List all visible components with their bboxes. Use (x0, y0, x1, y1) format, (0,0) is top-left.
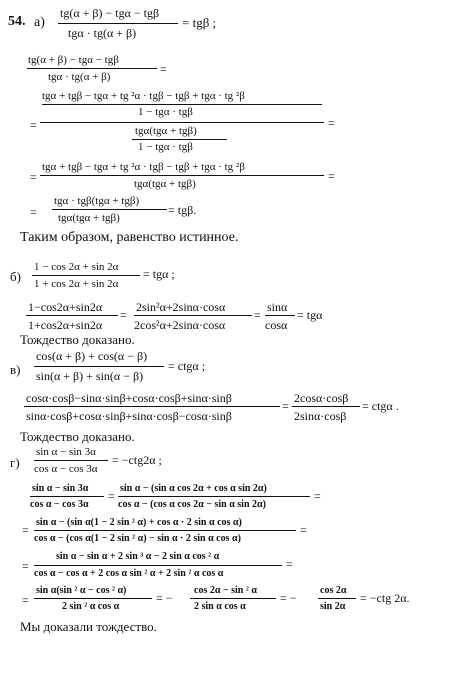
fraction-bar (32, 275, 140, 276)
part-a-s4-numerator: tgα · tgβ(tgα + tgβ) (54, 195, 140, 207)
fraction-bar (24, 406, 280, 407)
part-a-s3-numerator: tgα + tgβ − tgα + tg ²α · tgβ − tgβ + tgα · tg ²β (42, 161, 245, 173)
part-a-stmt-rhs: = tgβ ; (182, 15, 217, 30)
part-g-s3-eq1: = (22, 559, 29, 573)
part-b-s1-denominator2: 2cos²α+2sinα·cosα (134, 318, 226, 332)
part-g-s4-eq3: = − (280, 591, 297, 605)
fraction-bar (34, 460, 108, 461)
part-b-label: б) (10, 269, 21, 284)
fraction-bar (190, 598, 276, 599)
part-a-s2-top: tgα + tgβ − tgα + tg ²α · tgβ − tgβ + tgα · tg ²β (42, 90, 245, 102)
part-g-s1-numerator2: sin α − (sin α cos 2α + cos α sin 2α) (120, 483, 267, 494)
fraction-bar (265, 315, 295, 316)
part-a-conclusion: Таким образом, равенство истинное. (20, 230, 239, 245)
fraction-bar (58, 23, 178, 24)
part-g-s4-eq1: = (22, 593, 29, 607)
fraction-bar (132, 139, 227, 140)
part-g-s2-eq2: = (300, 523, 307, 537)
part-a-s2-eq1: = (30, 118, 37, 132)
part-a-s2-bottom-denominator: 1 − tgα · tgβ (138, 141, 193, 153)
part-g-s4-denominator3: sin 2α (320, 601, 346, 612)
part-g-s2-eq1: = (22, 523, 29, 537)
fraction-bar (34, 366, 164, 367)
part-b-conclusion: Тождество доказано. (20, 332, 135, 347)
part-a-stmt-numerator: tg(α + β) − tgα − tgβ (60, 6, 160, 20)
part-b-s1-denominator3: cosα (265, 318, 288, 332)
part-g-s4-numerator3: cos 2α (320, 585, 347, 596)
part-g-s2-numerator: sin α − (sin α(1 − 2 sin ² α) + cos α · 2 sin α cos α) (36, 517, 242, 528)
part-b-stmt-numerator: 1 − cos 2α + sin 2α (34, 261, 119, 273)
part-g-s1-eq: = (108, 489, 115, 503)
part-g-s4-eq2: = − (156, 591, 173, 605)
fraction-bar (26, 315, 118, 316)
part-g-s4-rhs: = −ctg 2α. (360, 591, 410, 605)
part-b-stmt-rhs: = tgα ; (143, 267, 175, 281)
part-g-conclusion: Мы доказали тождество. (20, 619, 157, 634)
fraction-bar (118, 496, 310, 497)
fraction-bar (40, 175, 324, 176)
part-v-s1-rhs: = ctgα . (362, 399, 399, 413)
part-g-stmt-rhs: = −ctg2α ; (112, 453, 162, 467)
fraction-bar (34, 565, 282, 566)
problem-number: 54. (8, 14, 26, 29)
part-v-stmt-rhs: = ctgα ; (168, 359, 206, 373)
part-a-s4-rhs: = tgβ. (168, 203, 197, 217)
part-a-s1-eq: = (160, 62, 167, 76)
part-v-stmt-denominator: sin(α + β) + sin(α − β) (36, 369, 144, 383)
main-fraction-bar (40, 122, 324, 123)
part-b-s1-denominator: 1+cos2α+sin2α (28, 318, 103, 332)
part-v-label: в) (10, 362, 21, 377)
part-b-s1-eq2: = (254, 308, 261, 322)
part-b-s1-eq1: = (120, 308, 127, 322)
fraction-bar (134, 315, 252, 316)
part-v-s1-denominator: sinα·cosβ+cosα·sinβ+sinα·cosβ−cosα·sinβ (26, 409, 232, 423)
part-v-s1-denominator2: 2sinα·cosβ (294, 409, 347, 423)
part-a-s2-top-denominator: 1 − tgα · tgβ (138, 106, 193, 118)
part-a-s4-denominator: tgα(tgα + tgβ) (58, 212, 120, 224)
fraction-bar (34, 598, 152, 599)
part-g-s3-numerator: sin α − sin α + 2 sin ³ α − 2 sin α cos ² α (56, 551, 220, 562)
fraction-bar (34, 530, 296, 531)
part-g-s1-denominator2: cos α − (cos α cos 2α − sin α sin 2α) (118, 499, 266, 510)
part-a-stmt-denominator: tgα · tg(α + β) (68, 26, 137, 40)
part-a-s3-eq1: = (30, 170, 37, 184)
fraction-bar (42, 104, 322, 105)
part-g-s4-numerator: sin α(sin ² α − cos ² α) (36, 585, 127, 596)
fraction-bar (318, 598, 356, 599)
part-a-s1-denominator: tgα · tg(α + β) (48, 71, 111, 83)
part-v-stmt-numerator: cos(α + β) + cos(α − β) (36, 349, 148, 363)
part-g-s1-numerator: sin α − sin 3α (32, 483, 89, 494)
part-g-s3-denominator: cos α − cos α + 2 cos α sin ² α + 2 sin ² α cos α (34, 568, 224, 579)
fraction-bar (52, 209, 167, 210)
part-v-conclusion: Тождество доказано. (20, 429, 135, 444)
part-a-s1-numerator: tg(α + β) − tgα − tgβ (28, 54, 119, 66)
part-b-s1-numerator3: sinα (267, 300, 288, 314)
part-b-stmt-denominator: 1 + cos 2α + sin 2α (34, 278, 119, 290)
part-g-s2-denominator: cos α − (cos α(1 − 2 sin ² α) − sin α · 2 sin α cos α) (34, 533, 241, 544)
part-g-stmt-numerator: sin α − sin 3α (36, 446, 96, 458)
part-g-label: г) (10, 455, 20, 470)
part-a-label: а) (34, 15, 45, 30)
part-v-s1-numerator2: 2cosα·cosβ (294, 391, 349, 405)
part-a-s4-eq1: = (30, 205, 37, 219)
part-g-s4-numerator2: cos 2α − sin ² α (194, 585, 257, 596)
part-a-s3-denominator: tgα(tgα + tgβ) (134, 178, 196, 190)
part-b-s1-numerator: 1−cos2α+sin2α (28, 300, 103, 314)
part-v-s1-eq: = (282, 399, 289, 413)
part-a-s2-eq2: = (328, 116, 335, 130)
part-a-s3-eq2: = (328, 169, 335, 183)
part-g-s4-denominator: 2 sin ² α cos α (62, 601, 120, 612)
part-a-s2-bottom-numerator: tgα(tgα + tgβ) (135, 125, 197, 137)
fraction-bar (30, 496, 104, 497)
part-g-s1-eq2: = (314, 489, 321, 503)
part-g-s3-eq2: = (286, 557, 293, 571)
fraction-bar (27, 68, 157, 69)
part-b-s1-rhs: = tgα (297, 308, 323, 322)
fraction-bar (292, 406, 360, 407)
part-v-s1-numerator: cosα·cosβ−sinα·sinβ+cosα·cosβ+sinα·sinβ (26, 391, 232, 405)
part-g-s1-denominator: cos α − cos 3α (30, 499, 89, 510)
part-g-s4-denominator2: 2 sin α cos α (194, 601, 246, 612)
part-b-s1-numerator2: 2sin²α+2sinα·cosα (136, 300, 226, 314)
part-g-stmt-denominator: cos α − cos 3α (34, 463, 98, 475)
